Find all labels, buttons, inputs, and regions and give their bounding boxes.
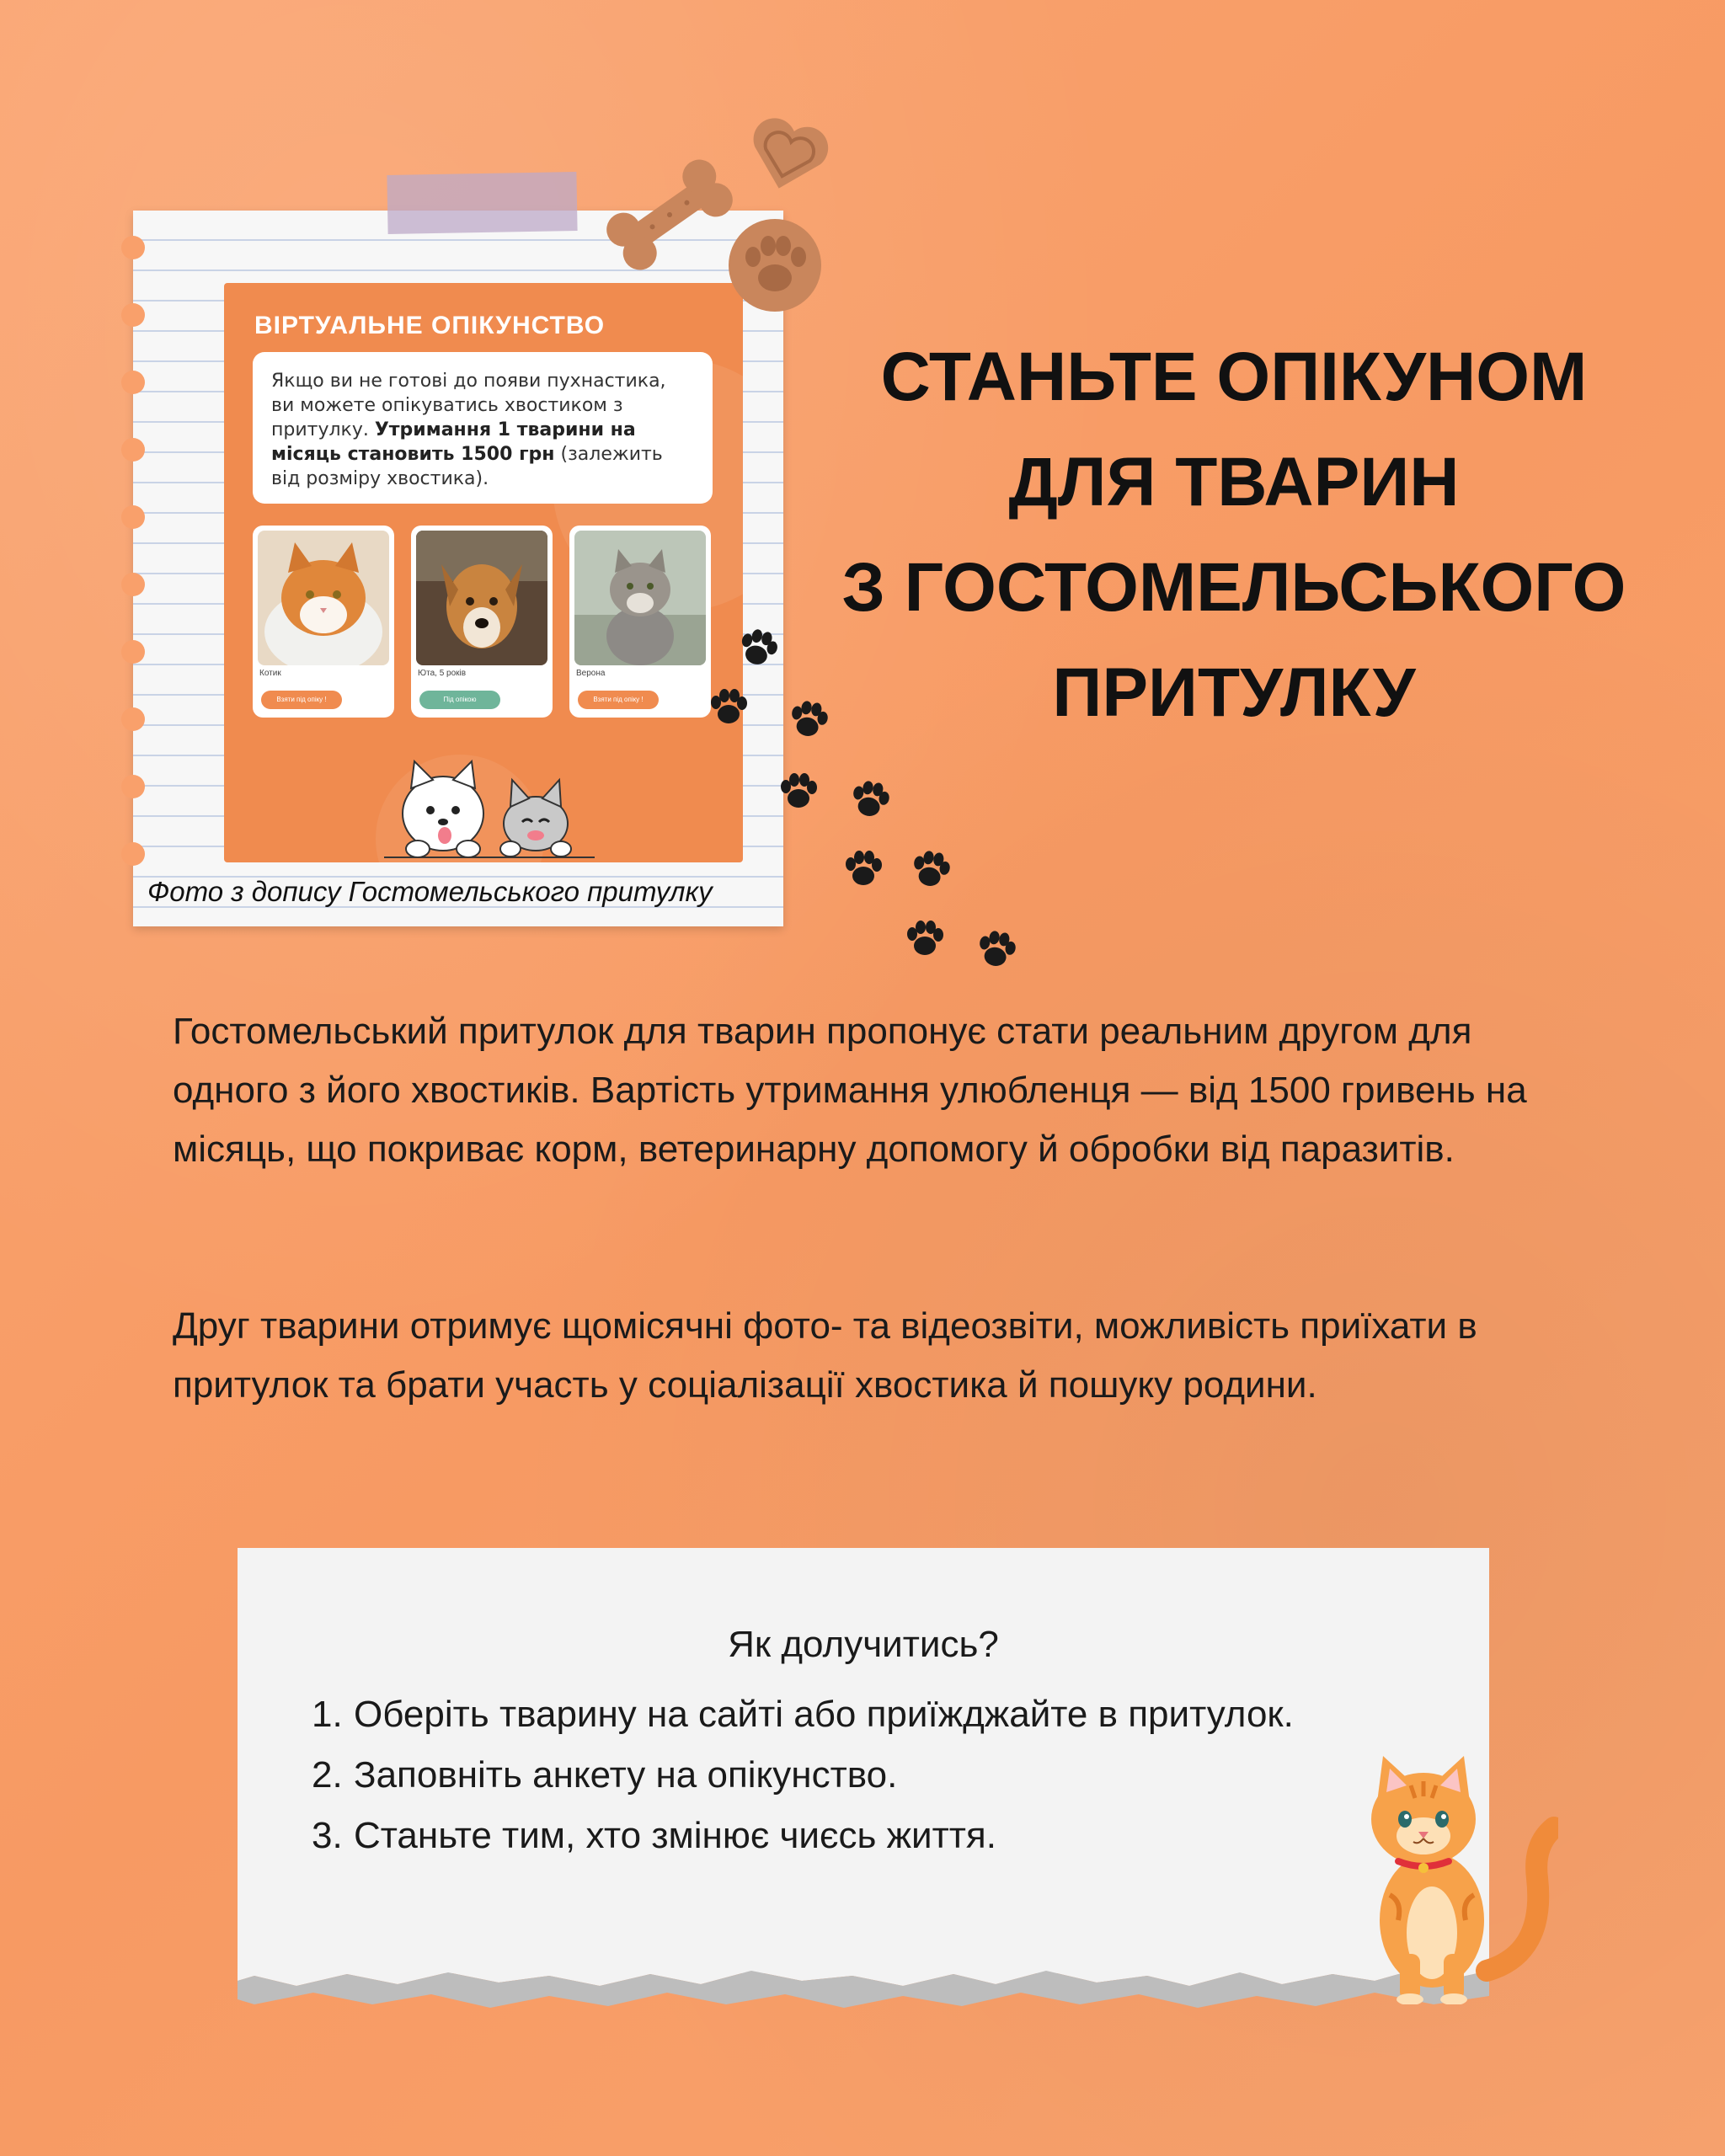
headline-line: ПРИТУЛКУ [1052,654,1416,731]
post-text-plain: Якщо ви не готові до появи пухнастика, ви можете опікуватись хвостиком з притулку. [271,371,666,440]
animal-name: Верона [576,669,606,678]
animal-name: Котик [259,669,281,678]
paper-hole [121,842,145,866]
headline-line: ДЛЯ ТВАРИН [1008,444,1460,520]
cartoon-pets-illustration [384,755,595,862]
step-text: Заповніть анкету на опікунство. [354,1754,898,1796]
body-paragraph: Гостомельський притулок для тварин пропонує стати реальним другом для одного з його хвостиків. Вартість утримання улюбленця — від 1500 гривень на місяць, що покриває корм, ветеринарну допомогу й обробки від паразитів. [173,1011,1527,1170]
post-title: ВІРТУАЛЬНЕ ОПІКУНСТВО [254,312,606,339]
post-text-note: (залежить від розміру хвостика). [271,444,663,489]
headline-line: З ГОСТОМЕЛЬСЬКОГО [841,549,1626,626]
adopt-button: Взяти під опіку ! [261,691,342,709]
ginger-cat-illustration [1339,1752,1558,2004]
paper-hole [121,775,145,798]
post-text-bold: Утримання 1 тварини на місяць становить 1500 грн [271,419,636,465]
step-text: Оберіть тварину на сайті або приїжджайте в притулок. [354,1694,1294,1735]
animal-card-dog [411,526,553,718]
photo-caption: Фото з допису Гостомельського притулку [147,876,713,907]
ginger-cat-photo [258,531,389,665]
body-text [173,1002,1571,1533]
animal-name: Юта, 5 років [418,669,467,678]
heart-biscuit-icon [741,109,834,202]
paper-hole [121,371,145,394]
shelter-post-image [224,283,743,862]
step-number: 2. [312,1754,343,1796]
step-item [312,1745,1294,1806]
info-title: Як долучитись? [728,1624,999,1665]
sponsored-button: Під опікою [419,691,500,709]
paper-hole [121,505,145,529]
grey-cat-photo [574,531,706,665]
washi-tape [387,172,577,234]
paper-hole [121,573,145,596]
step-number: 3. [312,1815,343,1856]
animal-card-cat [253,526,394,718]
torn-paper-edge [238,1937,1489,2038]
dog-photo [416,531,547,665]
step-number: 1. [312,1694,343,1735]
body-paragraph: Друг тварини отримує щомісячні фото- та відеозвіти, можливість приїхати в притулок та брати участь у соціалізації хвостика й пошуку родини. [173,1305,1477,1406]
step-text: Станьте тим, хто змінює чиєсь життя. [354,1815,996,1856]
steps-list [312,1684,1294,1866]
post-description [253,352,713,504]
paper-hole [121,236,145,259]
step-item [312,1806,1294,1866]
headline-line: СТАНЬТЕ ОПІКУНОМ [880,339,1588,415]
paper-hole [121,707,145,731]
animal-card-cat-grey [569,526,711,718]
step-item [312,1684,1294,1745]
paper-hole [121,438,145,462]
adopt-button: Взяти під опіку ! [578,691,659,709]
paper-hole [121,303,145,327]
paper-hole [121,640,145,664]
paw-biscuit-icon [724,211,825,320]
page-headline [809,324,1659,745]
